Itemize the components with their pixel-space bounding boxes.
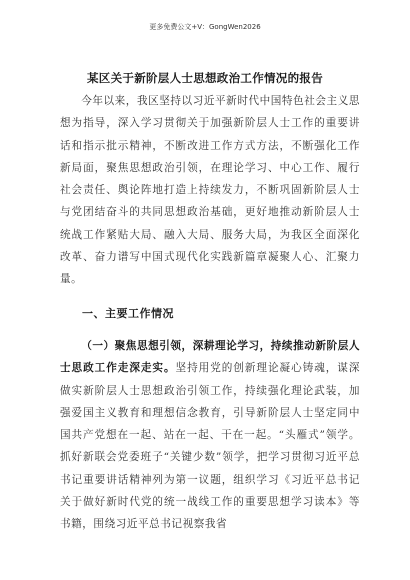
section-heading: 一、主要工作情况 bbox=[82, 307, 174, 320]
subsection-heading: （一）聚焦思想引领，深耕理论学习，持续推动新阶层人士思政工作走深走实。 bbox=[60, 340, 360, 375]
subsection-body: 坚持用党的创新理论凝心铸魂，谋深做实新阶层人士思想政治引领工作，持续强化理论武装，加强爱国主义教育和理想信念教育，引导新阶层人士坚定同中国共产党想在一起、站在一起、干在一起。“头雁式”领学。抓好新联会党委班子“关键少数”领学，把学习贯彻习近平总书记重要讲话精神列为第一议题，组织学习《习近平总书记关于做好新时代党的统一战线工作的重要思想学习读本》等书籍，围绕习近平总书记视察我省 bbox=[60, 362, 360, 531]
intro-paragraph: 今年以来，我区坚持以习近平新时代中国特色社会主义思想为指导，深入学习贯彻关于加强新阶层人士工作的重要讲话和指示批示精神，不断改进工作方式方法，不断强化工作新局面，聚焦思想政治引领，在理论学习、中心工作、履行社会责任、舆论阵地打造上持续发力，不断巩固新阶层人士与党团结奋斗的共同思想政治基础，更好地推动新阶层人士统战工作紧贴大局、融入大局、服务大局，为我区全面深化改革、奋力谱写中国式现代化实践新篇章凝聚人心、汇聚力量。 bbox=[60, 95, 360, 286]
document-title: 某区关于新阶层人士思想政治工作情况的报告 bbox=[87, 71, 323, 85]
subsection-paragraph bbox=[60, 335, 360, 536]
header-note: 更多免费公文+V：GongWen2026 bbox=[149, 23, 261, 31]
